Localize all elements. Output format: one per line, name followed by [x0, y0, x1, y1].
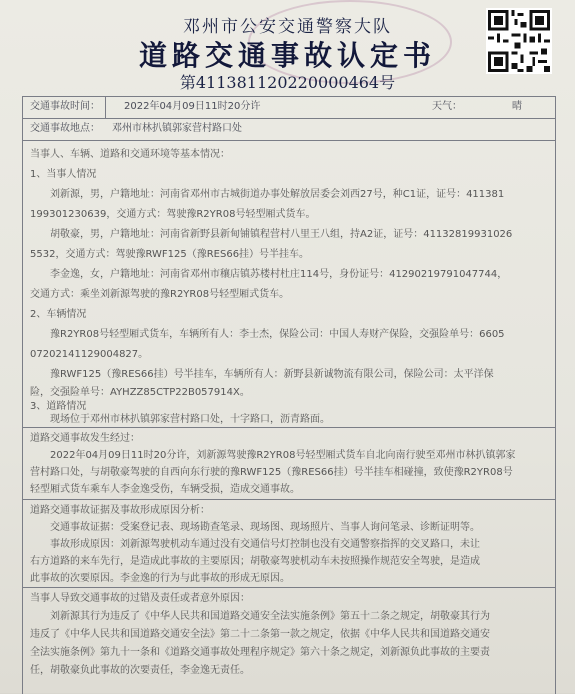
- subsection-heading: 3、道路情况: [30, 401, 87, 412]
- text-line: 营村路口处，与胡敬豪驾驶的自西向东行驶的豫RWF125（豫RES66挂）号半挂车相碰撞，致使豫R2YR08号: [30, 467, 513, 478]
- text-line: 豫RWF125（豫RES66挂）号半挂车，车辆所有人：新野县新诚物流有限公司，保险公司：太平洋保: [50, 369, 494, 380]
- document-number: 第411381120220000464号: [179, 73, 396, 92]
- weather-label: 天气：: [432, 101, 462, 112]
- accident-time-value: 2022年04月09日11时20分许: [124, 101, 261, 112]
- text-line: 违反了《中华人民共和国道路交通安全法》第二十二条第一款之规定，依据《中华人民共和国道路交通安: [30, 629, 490, 640]
- text-line: 此事故的次要原因。李金逸的行为与此事故的形成无原因。: [30, 573, 290, 584]
- text-line: 右方道路的来车先行，是造成此事故的主要原因；胡敬豪驾驶机动车未按照操作规范安全驾驶，是造成: [30, 556, 480, 567]
- text-line: 交通事故证据：受案登记表、现场勘查笔录、现场图、现场照片、当事人询问笔录、诊断证明等。: [50, 522, 480, 533]
- section-heading: 当事人导致交通事故的过错及责任或者意外原因：: [30, 593, 250, 604]
- accident-place-label: 交通事故地点：: [30, 123, 100, 134]
- divider: [22, 427, 555, 428]
- text-line: 任，胡敬豪负此事故的次要责任，李金逸无责任。: [30, 665, 250, 676]
- text-line: 199301230639，交通方式：驾驶豫R2YR08号轻型厢式货车。: [30, 209, 316, 220]
- accident-time-label: 交通事故时间：: [30, 101, 100, 112]
- text-line: 2022年04月09日11时20分许，刘新源驾驶豫R2YR08号轻型厢式货车自北向南行驶至邓州市林扒镇郭家: [50, 450, 516, 461]
- divider: [22, 118, 555, 119]
- text-line: 险，交强险单号：AYHZZ85CTP22B057914X。: [30, 387, 250, 398]
- section-heading: 当事人、车辆、道路和交通环境等基本情况：: [30, 149, 230, 160]
- text-line: 刘新源，男，户籍地址：河南省邓州市古城街道办事处解放居委会刘西27号，种C1证，证号：411381: [50, 189, 505, 200]
- divider: [22, 587, 555, 588]
- text-line: 07202141129004827。: [30, 349, 149, 360]
- section-heading: 道路交通事故发生经过：: [30, 433, 140, 444]
- text-line: 全法实施条例》第九十一条和《道路交通事故处理程序规定》第六十条之规定，刘新源负此事故的主要责: [30, 647, 490, 658]
- text-line: 现场位于邓州市林扒镇郭家营村路口处，十字路口，沥青路面。: [50, 414, 330, 425]
- issuing-unit: 邓州市公安交通警察大队: [183, 17, 392, 37]
- document-title: 道路交通事故认定书: [138, 39, 436, 72]
- divider: [22, 140, 555, 141]
- text-line: 李金逸，女，户籍地址：河南省邓州市穰店镇苏楼村杜庄114号，身份证号：41290219791047744，: [50, 269, 508, 280]
- divider: [22, 499, 555, 500]
- accident-place-value: 邓州市林扒镇郭家营村路口处: [112, 123, 242, 134]
- divider: [105, 96, 106, 118]
- text-line: 豫R2YR08号轻型厢式货车，车辆所有人：李士杰，保险公司：中国人寿财产保险，交强险单号：6605: [50, 329, 505, 340]
- subsection-heading: 1、当事人情况: [30, 169, 97, 180]
- text-line: 刘新源其行为违反了《中华人民共和国道路交通安全法实施条例》第五十二条之规定，胡敬豪其行为: [50, 611, 490, 622]
- text-line: 事故形成原因：刘新源驾驶机动车通过没有交通信号灯控制也没有交通警察指挥的交叉路口，未让: [50, 539, 480, 550]
- subsection-heading: 2、车辆情况: [30, 309, 87, 320]
- text-line: 5532，交通方式：驾驶豫RWF125（豫RES66挂）号半挂车。: [30, 249, 310, 260]
- weather-value: 晴: [512, 101, 522, 112]
- text-line: 轻型厢式货车乘车人李金逸受伤，车辆受损，造成交通事故。: [30, 484, 300, 495]
- qr-code-icon: [486, 8, 552, 74]
- text-line: 胡敬豪，男，户籍地址：河南省新野县新甸铺镇程营村八里王八组，持A2证，证号：41132819931026: [50, 229, 513, 240]
- text-line: 交通方式：乘坐刘新源驾驶的豫R2YR08号轻型厢式货车。: [30, 289, 290, 300]
- section-heading: 道路交通事故证据及事故形成原因分析：: [30, 505, 210, 516]
